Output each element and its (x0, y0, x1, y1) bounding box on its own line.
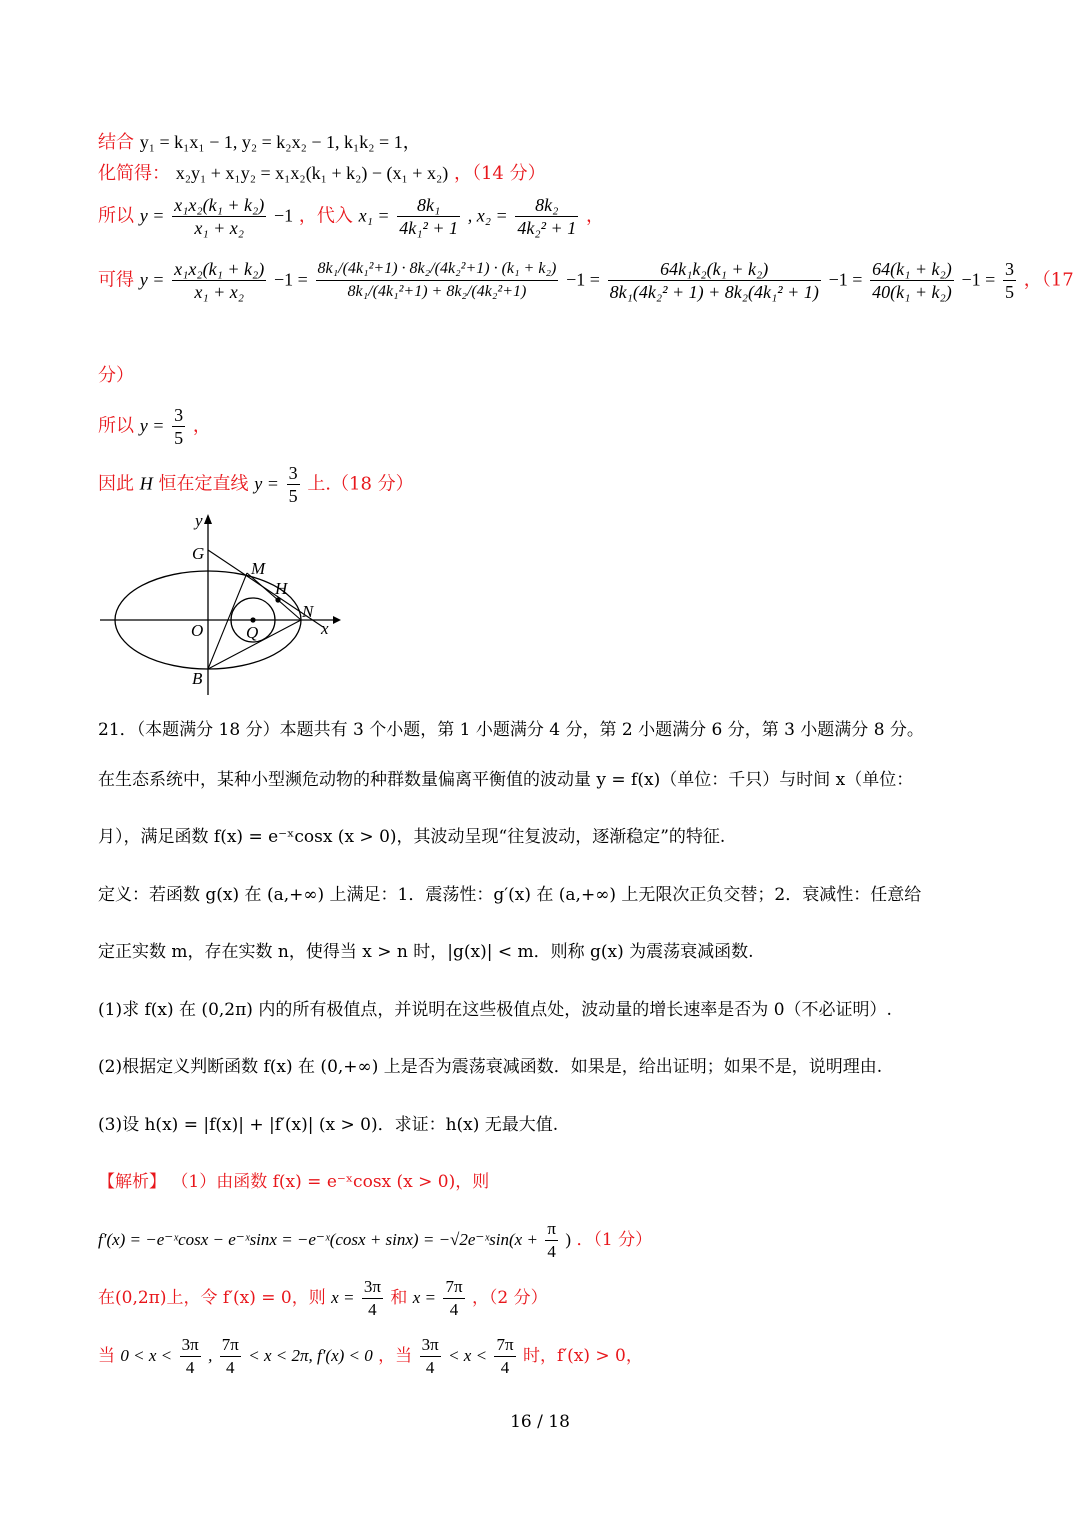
fraction-big-4: $\frac{\text{64(k₁ + k₂)}}{\text{40(k₁ + k₂)}}$ (872, 259, 952, 302)
label-kede: 可得 (98, 269, 134, 291)
fraction-x2: $\frac{\text{8k₂}}{\text{4k₂² + 1}}$ (517, 195, 577, 238)
var-x2: , x₂ = (467, 205, 508, 226)
score-2: ，（2 分） (471, 1288, 548, 1308)
fraction-pi-4: $\frac{\pi}{4}$ (547, 1219, 556, 1261)
label-G: G (192, 544, 205, 563)
fraction-7pi-4: $\frac{7\pi}{4}$ (445, 1277, 463, 1319)
solution-line-2 (98, 161, 546, 186)
question-3: (3)设 h(x) = |f(x)| + |f′(x)| (x > 0)．求证：h(x) 无最大值. (98, 1115, 559, 1135)
ineq-2: < x < 2π, f′(x) < 0 (248, 1346, 373, 1365)
label-N: N (302, 602, 314, 621)
score-1: ．（1 分） (576, 1230, 653, 1250)
fraction-7pi-4-c: $\frac{7\pi}{4}$ (496, 1335, 514, 1377)
problem-21-para-3: 定义：若函数 g(x) 在 (a,+∞) 上满足：1．震荡性：g′(x) 在 (a,+∞) 上无限次正负交替；2．衰减性：任意给 (98, 885, 922, 905)
question-2: (2)根据定义判断函数 f(x) 在 (0,+∞) 上是否为震荡衰减函数．如果是，给出证明；如果不是，说明理由. (98, 1057, 883, 1077)
analysis-tag: 【解析】 (98, 1172, 166, 1192)
score-17: ，（17 (1023, 269, 1074, 291)
page-number: 16 / 18 (510, 1412, 570, 1432)
minus-one-eq-1: −1 = (273, 269, 308, 290)
point-Q (250, 617, 255, 622)
minus-one-eq-3: −1 = (828, 269, 863, 290)
analysis-end: 时，f′(x) > 0， (522, 1346, 643, 1366)
ineq-1: 0 < x < (120, 1346, 173, 1365)
y-axis-arrow (204, 514, 212, 524)
fraction-x1: $\frac{\text{8k₁}}{\text{4k₁² + 1}}$ (399, 195, 459, 238)
solution-line-5 (98, 404, 211, 449)
score-17-cont: 分） (98, 365, 134, 386)
analysis-line-3 (98, 1276, 548, 1321)
label-y: y (195, 511, 203, 530)
var-H: H (139, 473, 153, 494)
label-simplify: 化简得： (98, 163, 170, 184)
analysis-when: 当 (98, 1346, 115, 1366)
label-x: x (321, 619, 329, 638)
var-x1: x₁ = (358, 205, 390, 226)
var-x-eq-2: x = (412, 1288, 437, 1307)
problem-21-header: 21．（本题满分 18 分）本题共有 3 个小题，第 1 小题满分 4 分，第 2 小题满分 6 分，第 3 小题满分 8 分。 (98, 720, 924, 740)
solution-line-1 (98, 130, 421, 155)
question-1: (1)求 f(x) 在 (0,2π) 内的所有极值点，并说明在这些极值点处，波动量的增长速率是否为 0（不必证明）. (98, 1000, 892, 1020)
label-M: M (251, 559, 266, 578)
var-x-eq-1: x = (331, 1288, 355, 1307)
label-substitute: ，代入 (298, 205, 353, 227)
minus-one-eq-4: −1 = (961, 269, 996, 290)
var-y: y = (139, 205, 165, 226)
problem-21-para-4: 定正实数 m，存在实数 n，使得当 x > n 时，|g(x)| < m．则称 g(x) 为震荡衰减函数. (98, 942, 754, 962)
fraction-three-fifths-3: $\frac{3}{5}$ (288, 463, 298, 506)
fraction-7pi-4-b: $\frac{7\pi}{4}$ (221, 1335, 239, 1377)
text-fixed-line: 恒在定直线 (158, 473, 249, 495)
fraction-big-1: $\frac{\text{x₁x₂(k₁ + k₂)}}{\text{x₁ + x₂}}$ (174, 259, 265, 302)
score-18: 上.（18 分） (307, 473, 414, 495)
minus-one-eq-2: −1 = (566, 269, 600, 290)
solution-line-3 (98, 194, 604, 239)
analysis-and: 和 (390, 1288, 408, 1308)
ineq-comma: , (208, 1346, 213, 1365)
label-H: H (275, 579, 288, 598)
comma-2: ， (192, 415, 211, 437)
minus-one: −1 (273, 205, 294, 226)
label-therefore: 因此 (98, 473, 134, 495)
score-14: ，（14 分） (453, 163, 546, 184)
ellipse-figure (95, 510, 345, 700)
label-Q: Q (246, 623, 259, 642)
analysis-when-2: ，当 (378, 1346, 413, 1366)
line-BM (208, 573, 247, 669)
label-jiehe: 结合 (98, 132, 134, 153)
analysis-line-2 (98, 1218, 652, 1263)
var-y-2: y = (139, 269, 165, 290)
equation-1: y₁ = k₁x₁ − 1, y₂ = k₂x₂ − 1, k₁k₂ = 1， (139, 132, 421, 152)
ineq-3: < x < (448, 1346, 488, 1365)
close-paren: ) (565, 1230, 572, 1249)
comma: ， (585, 205, 604, 227)
derivative-equation: f′(x) = −e⁻ˣcosx − e⁻ˣsinx = −e⁻ˣ(cosx + sinx) = −√2e⁻ˣsin(x + (98, 1230, 538, 1249)
var-y-3: y = (139, 415, 165, 436)
fraction-three-fifths: $\frac{3}{5}$ (1005, 259, 1015, 302)
label-suoyi-1: 所以 (98, 205, 134, 227)
fraction-big-2: $\frac{\text{8k₁/(4k₁²+1) · 8k₂/(4k₂²+1) · (k₁ + k₂)}}{\text{8k₁/(4k₁²+1) + 8k₂/(4k₂²+1)}}$ (317, 260, 557, 300)
analysis-line-1 (98, 1170, 489, 1194)
label-O: O (191, 621, 204, 640)
problem-21-para-1: 在生态系统中，某种小型濒危动物的种群数量偏离平衡值的波动量 y = f(x)（单位：千只）与时间 x（单位： (98, 770, 914, 790)
var-y-4: y = (254, 473, 279, 494)
solution-line-4 (98, 258, 1074, 303)
label-B: B (192, 669, 203, 688)
solution-line-6 (98, 462, 414, 507)
fraction-y: $\frac{\text{x₁x₂(k₁ + k₂)}}{\text{x₁ + x₂}}$ (174, 195, 265, 238)
fraction-big-3: $\frac{\text{64k₁k₂(k₁ + k₂)}}{\text{8k₁(4k₂² + 1) + 8k₂(4k₁² + 1)}}$ (609, 259, 819, 302)
equation-2: x₂y₁ + x₁y₂ = x₁x₂(k₁ + k₂) − (x₁ + x₂) (175, 163, 449, 183)
label-suoyi-2: 所以 (98, 415, 134, 437)
fraction-3pi-4-b: $\frac{3\pi}{4}$ (181, 1335, 199, 1377)
x-axis-arrow (333, 616, 341, 624)
analysis-line-4 (98, 1334, 643, 1379)
fraction-three-fifths-2: $\frac{3}{5}$ (174, 405, 184, 448)
fraction-3pi-4-c: $\frac{3\pi}{4}$ (421, 1335, 439, 1377)
fraction-3pi-4: $\frac{3\pi}{4}$ (363, 1277, 381, 1319)
problem-21-para-2: 月），满足函数 f(x) = e⁻ˣcosx (x > 0)，其波动呈现“往复波动，逐渐稳定”的特征. (98, 827, 726, 847)
analysis-text-1: （1）由函数 f(x) = e⁻ˣcosx (x > 0)，则 (171, 1172, 490, 1192)
analysis-text-3: 在(0,2π)上，令 f′(x) = 0，则 (98, 1288, 326, 1308)
